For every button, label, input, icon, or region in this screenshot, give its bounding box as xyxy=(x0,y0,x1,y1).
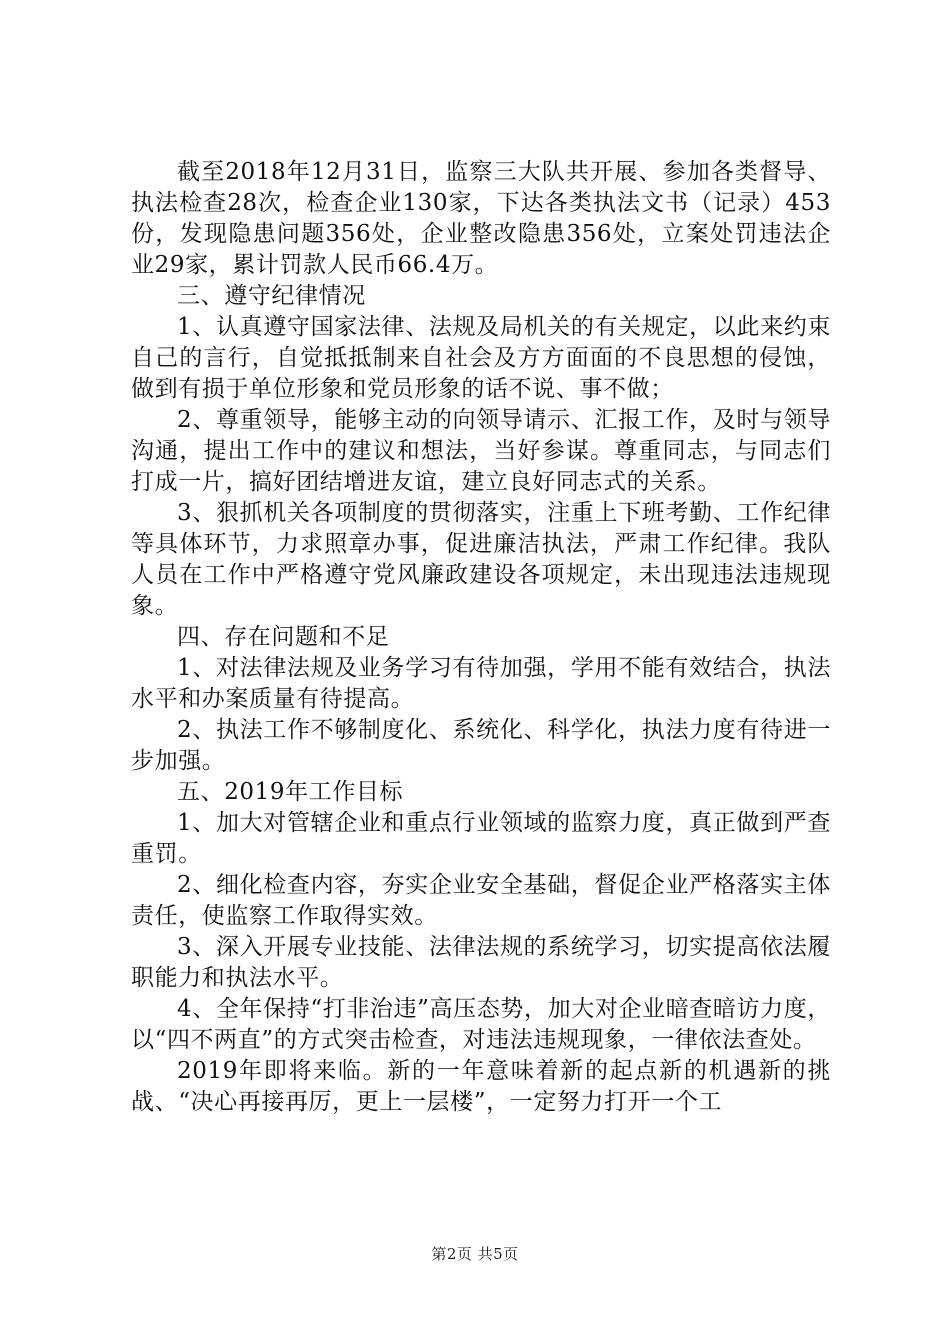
paragraph-discipline-1: 1、认真遵守国家法律、法规及局机关的有关规定，以此来约束自己的言行，自觉抵抵制来自社会及方方面面的不良思想的侵蚀，做到有损于单位形象和党员形象的话不说、事不做； xyxy=(131,314,831,402)
paragraph-discipline-2: 2、尊重领导，能够主动的向领导请示、汇报工作，及时与领导沟通，提出工作中的建议和想法，当好参谋。尊重同志，与同志们打成一片，搞好团结增进友谊，建立良好同志式的关系。 xyxy=(131,407,831,495)
paragraph-summary: 截至2018年12月31日，监察三大队共开展、参加各类督导、执法检查28次，检查企业130家，下达各类执法文书（记录）453份，发现隐患问题356处，企业整改隐患356处，立案处罚违法企业29家，累计罚款人民币66.4万。 xyxy=(131,159,831,278)
paragraph-goal-1: 1、加大对管辖企业和重点行业领域的监察力度，真正做到严查重罚。 xyxy=(131,810,831,867)
paragraph-discipline-3: 3、狠抓机关各项制度的贯彻落实，注重上下班考勤、工作纪律等具体环节，力求照章办事，促进廉洁执法，严肃工作纪律。我队人员在工作中严格遵守党风廉政建设各项规定，未出现违法违规现象。 xyxy=(131,500,831,619)
document-body xyxy=(131,157,831,1118)
page-number: 第2页 共5页 xyxy=(431,1245,519,1263)
paragraph-goal-3: 3、深入开展专业技能、法律法规的系统学习，切实提高依法履职能力和执法水平。 xyxy=(131,934,831,991)
paragraph-goal-2: 2、细化检查内容，夯实企业安全基础，督促企业严格落实主体责任，使监察工作取得实效。 xyxy=(131,872,831,929)
paragraph-closing: 2019年即将来临。新的一年意味着新的起点新的机遇新的挑战、“决心再接再厉，更上一层楼”，一定努力打开一个工 xyxy=(131,1058,831,1115)
heading-goals: 五、2019年工作目标 xyxy=(177,779,404,805)
paragraph-problem-2: 2、执法工作不够制度化、系统化、科学化，执法力度有待进一步加强。 xyxy=(131,717,831,774)
paragraph-goal-4: 4、全年保持“打非治违”高压态势，加大对企业暗查暗访力度，以“四不两直”的方式突击检查，对违法违规现象，一律依法查处。 xyxy=(131,996,831,1053)
heading-problems: 四、存在问题和不足 xyxy=(177,624,390,650)
paragraph-problem-1: 1、对法律法规及业务学习有待加强，学用不能有效结合，执法水平和办案质量有待提高。 xyxy=(131,655,831,712)
heading-discipline: 三、遵守纪律情况 xyxy=(177,283,366,309)
